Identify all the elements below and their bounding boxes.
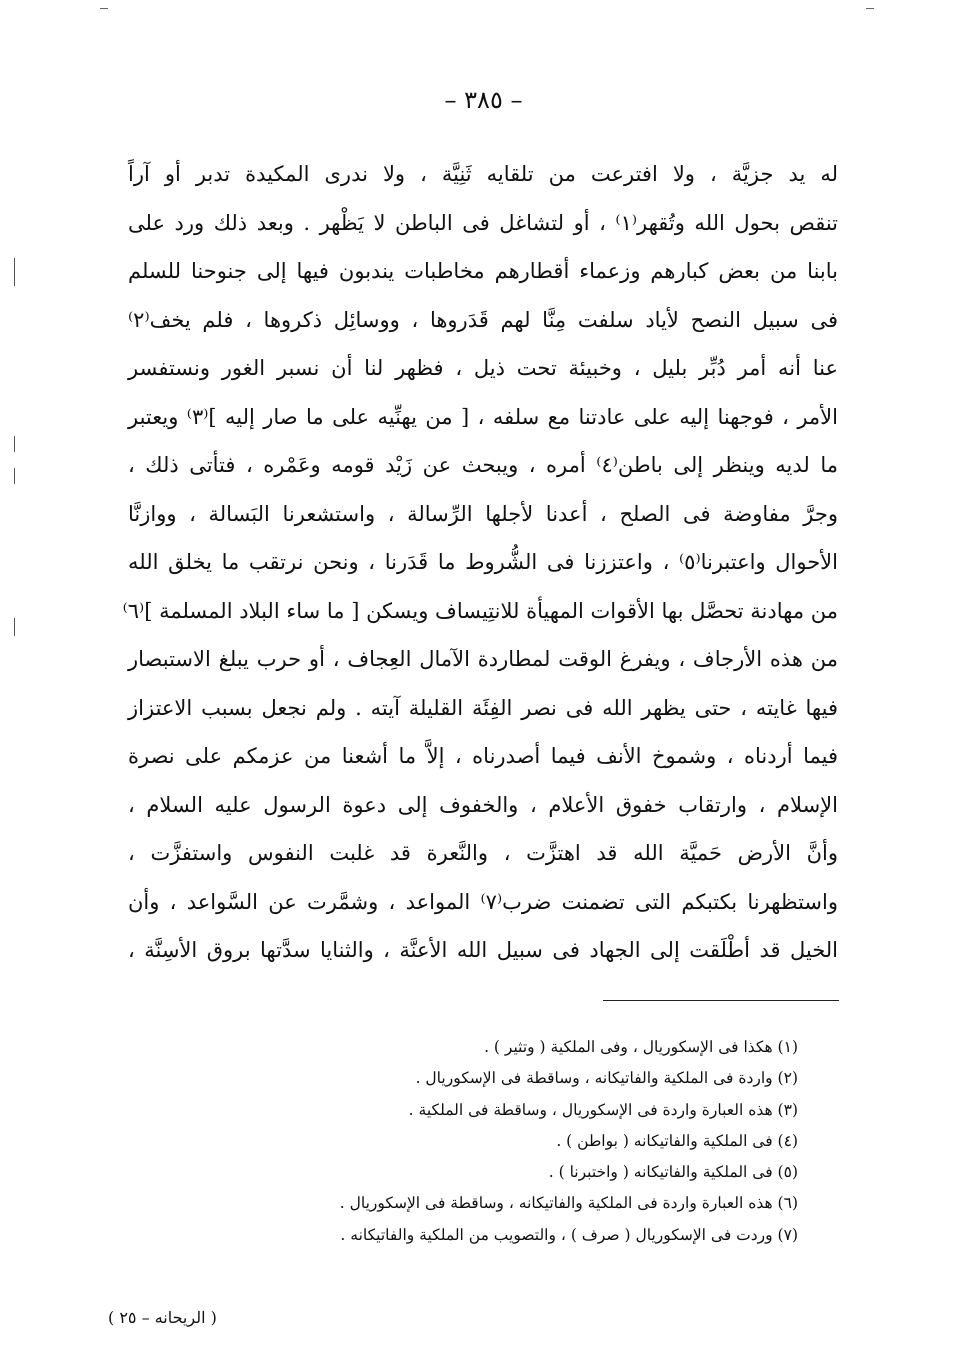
- text-line: له يد جزيَّة ، ولا افترعت من تلقايه ثَنِيَّة ، ولا ندرى المكيدة تدبر أو آراً: [128, 162, 838, 186]
- scan-corner-mark: [866, 8, 874, 9]
- footnote: (١) هكذا فى الإسكوريال ، وفى الملكية ( وتثير ) .: [484, 1038, 798, 1056]
- page-number: – ٣٨٥ –: [444, 86, 523, 114]
- text-line: عنا أنه أمر دُبِّر بليل ، وخبيئة تحت ذيل ، فظهر لنا أن نسبر الغور ونستفسر: [128, 356, 838, 380]
- text-line: تنقص بحول الله وتُقهر⁽١⁾ ، أو لتشاغل فى الباطن لا يَظْهر . وبعد ذلك ورد على: [128, 210, 838, 235]
- text-line: واستظهرنا بكتبكم التى تضمنت ضرب⁽٧⁾ المواعد ، وشمَّرت عن السَّواعد ، وأن: [128, 889, 838, 914]
- footnote: (٢) واردة فى الملكية والفاتيكانه ، وساقطة فى الإسكوريال .: [415, 1069, 798, 1088]
- footnote: (٣) هذه العبارة واردة فى الإسكوريال ، وساقطة فى الملكية .: [408, 1100, 798, 1119]
- margin-mark: [14, 258, 15, 286]
- text-line: بابنا من بعض كبارهم وزعماء أقطارهم مخاطبات يندبون فيها إلى جنوحنا للسلم: [128, 259, 838, 283]
- margin-mark: [14, 436, 15, 452]
- text-line: الأحوال واعتبرنا⁽٥⁾ ، واعتززنا فى الشُّروط ما قَدَرنا ، ونحن نرتقب ما يخلق الله: [128, 550, 838, 574]
- text-line: الخيل قد أطْلَقت إلى الجهاد فى سبيل الله الأعنَّة ، والثنايا سدَّتها بروق الأسِنَّة ،: [128, 938, 838, 962]
- text-line: فيها غايته ، حتى يظهر الله فى نصر الفِئَة القليلة آيته . ولم نجعل بسبب الاعتزاز: [128, 695, 838, 720]
- footnote: (٦) هذه العبارة واردة فى الملكية والفاتيكانه ، وساقطة فى الإسكوريال .: [339, 1194, 798, 1213]
- text-line: الإسلام ، وارتقاب خفوق الأعلام ، والخفوف إلى دعوة الرسول عليه السلام ،: [128, 792, 838, 817]
- text-line: فيما أردناه ، وشموخ الأنف فيما أصدرناه ، إلاَّ ما أشعنا من عزمكم على نصرة: [128, 744, 838, 768]
- footnote: (٤) فى الملكية والفاتيكانه ( بواطن ) .: [556, 1131, 798, 1150]
- text-line: الأمر ، فوجهنا إليه على عادتنا مع سلفه ، [ من يهنِّيه على ما صار إليه ]⁽٣⁾ ويعتبر: [128, 404, 838, 429]
- text-line: فى سبيل النصح لأياد سلفت مِنَّا لهم قَدَروها ، ووسائِل ذكروها ، فلم يخف⁽٢⁾: [128, 307, 838, 332]
- margin-mark: [14, 468, 15, 484]
- footnote-separator: [603, 1000, 839, 1001]
- scan-corner-mark: [100, 8, 108, 9]
- text-line: من هذه الأرجاف ، ويفرغ الوقت لمطاردة الآمال العِجاف ، أو حرب يبلغ الاستبصار: [128, 647, 838, 671]
- footnote: (٥) فى الملكية والفاتيكانه ( واختبرنا ) .: [548, 1163, 798, 1182]
- text-line: وأنَّ الأرض حَميَّة الله قد اهتزَّت ، والنَّعرة قد غلبت النفوس واستفزَّت ،: [128, 841, 838, 865]
- text-line: وجرَّ مفاوضة فى الصلح ، أعدنا لأجلها الرِّسالة ، واستشعرنا البَسالة ، ووازنَّا: [128, 501, 838, 526]
- signature-mark: ( الريحانه – ٢٥ ): [108, 1308, 217, 1327]
- text-line: ما لديه وينظر إلى باطن⁽٤⁾ أمره ، ويبحث عن زَيْد قومه وعَمْره ، فتأتى ذلك ،: [128, 453, 838, 477]
- margin-mark: [14, 618, 15, 636]
- footnote: (٧) وردت فى الإسكوريال ( صرف ) ، والتصويب من الملكية والفاتيكانه .: [340, 1225, 798, 1244]
- body-text: [122, 150, 838, 975]
- text-line: من مهادنة تحصَّل بها الأقوات المهيأة للانتِيساف ويسكن [ ما ساء البلاد المسلمة ]⁽٦⁾: [122, 598, 838, 623]
- footnotes: [120, 1032, 798, 1251]
